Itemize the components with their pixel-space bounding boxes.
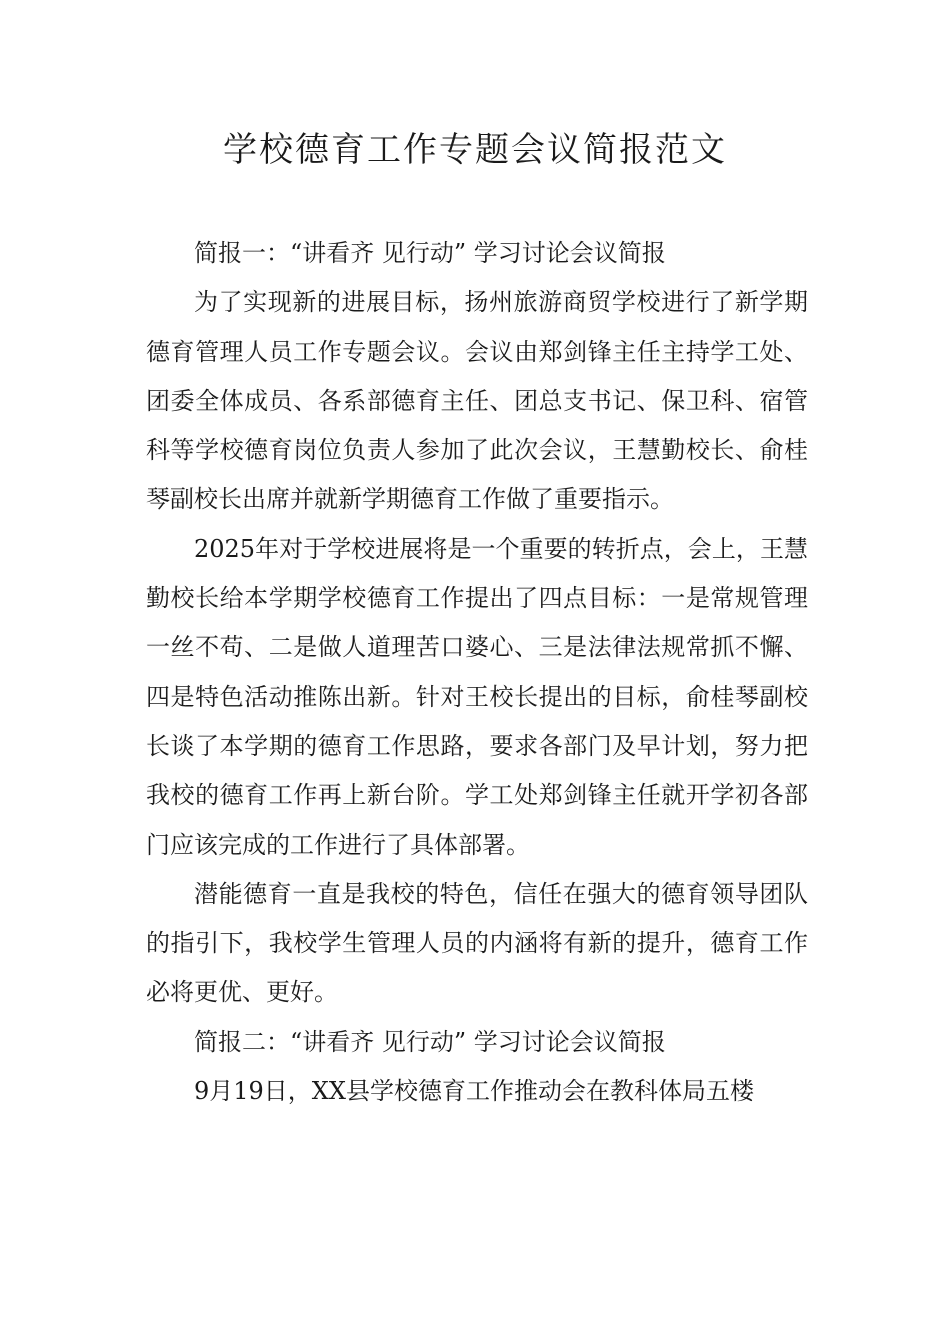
document-body: [146, 229, 808, 1116]
section-heading-2: 简报二：“讲看齐 见行动” 学习讨论会议简报: [194, 1027, 666, 1056]
paragraph-1: 为了实现新的进展目标，扬州旅游商贸学校进行了新学期德育管理人员工作专题会议。会议由郑剑锋主任主持学工处、团委全体成员、各系部德育主任、团总支书记、保卫科、宿管科等学校德育岗位负责人参加了此次会议，王慧勤校长、俞桂琴副校长出席并就新学期德育工作做了重要指示。: [146, 288, 808, 514]
paragraph-3: 潜能德育一直是我校的特色，信任在强大的德育领导团队的指引下，我校学生管理人员的内涵将有新的提升，德育工作必将更优、更好。: [146, 879, 808, 1007]
paragraph-4: 9月19日，XX县学校德育工作推动会在教科体局五楼: [194, 1077, 754, 1106]
section-heading-1: 简报一：“讲看齐 见行动” 学习讨论会议简报: [194, 239, 666, 267]
paragraph-2: 2025年对于学校进展将是一个重要的转折点，会上，王慧勤校长给本学期学校德育工作提出了四点目标：一是常规管理一丝不苟、二是做人道理苦口婆心、三是法律法规常抓不懈、四是特色活动推陈出新。针对王校长提出的目标，俞桂琴副校长谈了本学期的德育工作思路，要求各部门及早计划，努力把我校的德育工作再上新台阶。学工处郑剑锋主任就开学初各部门应该完成的工作进行了具体部署。: [146, 534, 808, 859]
document-title: 学校德育工作专题会议简报范文: [223, 130, 727, 170]
